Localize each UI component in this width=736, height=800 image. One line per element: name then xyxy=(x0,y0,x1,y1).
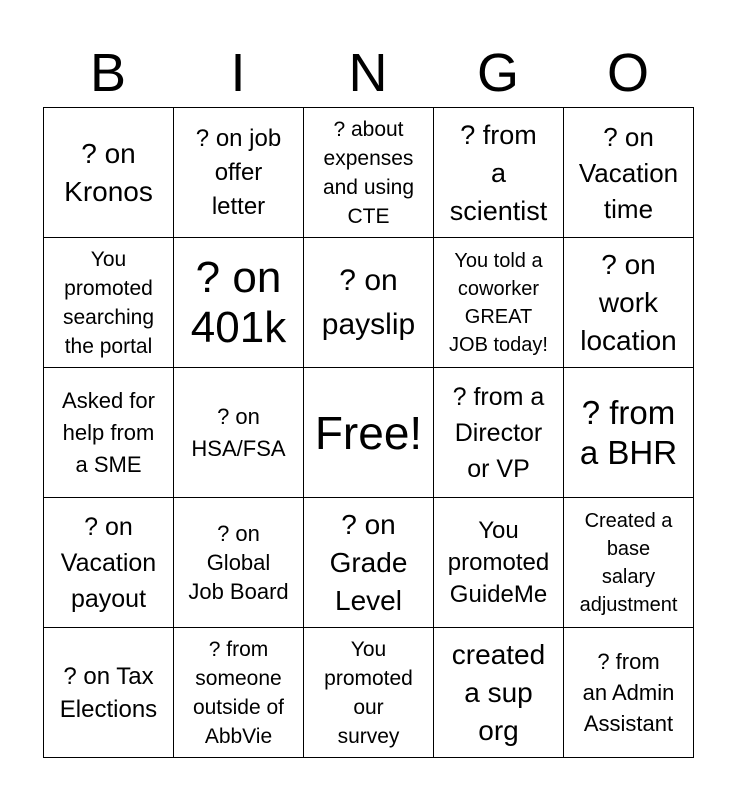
cell-text: ? on job offer letter xyxy=(195,124,282,220)
bingo-cell-r1c3[interactable] xyxy=(304,108,434,238)
cell-text: ? from an Admin Assistant xyxy=(582,649,675,736)
cell-text: ? on Grade Level xyxy=(329,508,408,616)
cell-text: ? on HSA/FSA xyxy=(191,403,286,461)
bingo-cell-r2c5[interactable] xyxy=(564,238,694,368)
header-letter-g: G xyxy=(476,43,519,103)
bingo-cell-r4c3[interactable] xyxy=(304,498,434,628)
bingo-cell-r4c4[interactable] xyxy=(434,498,564,628)
bingo-cell-r2c1[interactable] xyxy=(44,238,174,368)
cell-text: ? on payslip xyxy=(321,263,416,341)
cell-text: ? on Vacation time xyxy=(578,121,679,224)
cell-text: ? from a scientist xyxy=(449,119,548,226)
bingo-cell-r5c5[interactable] xyxy=(564,628,694,758)
cell-text: ? on work location xyxy=(580,248,677,356)
cell-text: Asked for help from a SME xyxy=(62,387,155,477)
cell-text: ? on Vacation payout xyxy=(60,512,157,613)
cell-text: You told a coworker GREAT JOB today! xyxy=(449,249,548,356)
cell-text: Free! xyxy=(314,406,423,459)
header-letter-i: I xyxy=(230,43,246,103)
bingo-cell-r4c5[interactable] xyxy=(564,498,694,628)
bingo-cell-r5c1[interactable] xyxy=(44,628,174,758)
bingo-cell-r2c4[interactable] xyxy=(434,238,564,368)
cell-text: ? about expenses and using CTE xyxy=(322,117,415,228)
bingo-cell-r1c4[interactable] xyxy=(434,108,564,238)
bingo-cell-r3c2[interactable] xyxy=(174,368,304,498)
bingo-cell-r5c4[interactable] xyxy=(434,628,564,758)
header-letter-n: N xyxy=(348,43,388,103)
bingo-cell-r5c2[interactable] xyxy=(174,628,304,758)
bingo-cell-r4c2[interactable] xyxy=(174,498,304,628)
bingo-cell-r2c2[interactable] xyxy=(174,238,304,368)
bingo-cell-r1c5[interactable] xyxy=(564,108,694,238)
header-letter-b: B xyxy=(89,43,127,103)
cell-text: ? on Global Job Board xyxy=(188,521,289,604)
cell-text: You promoted our survey xyxy=(324,637,413,748)
cell-text: You promoted GuideMe xyxy=(447,516,550,608)
bingo-cell-r3c5[interactable] xyxy=(564,368,694,498)
bingo-cell-r4c1[interactable] xyxy=(44,498,174,628)
bingo-cell-r3c1[interactable] xyxy=(44,368,174,498)
cell-text: ? from someone outside of AbbVie xyxy=(192,637,285,748)
cell-text: ? from a BHR xyxy=(579,393,678,471)
bingo-cell-r5c3[interactable] xyxy=(304,628,434,758)
header-letter-o: O xyxy=(606,43,649,103)
cell-text: ? from a Director or VP xyxy=(452,382,545,483)
bingo-cell-r3c3 free-space[interactable] xyxy=(304,368,434,498)
bingo-cell-r1c1[interactable] xyxy=(44,108,174,238)
cell-text: ? on Tax Elections xyxy=(59,662,158,723)
cell-text: created a sup org xyxy=(451,638,546,746)
bingo-cell-r1c2[interactable] xyxy=(174,108,304,238)
cell-text: ? on 401k xyxy=(190,252,287,352)
bingo-cell-r3c4[interactable] xyxy=(434,368,564,498)
cell-text: Created a base salary adjustment xyxy=(579,509,678,616)
cell-text: You promoted searching the portal xyxy=(62,247,155,358)
bingo-cell-r2c3[interactable] xyxy=(304,238,434,368)
bingo-board xyxy=(43,107,694,758)
cell-text: ? on Kronos xyxy=(64,137,153,207)
bingo-header xyxy=(43,36,693,110)
